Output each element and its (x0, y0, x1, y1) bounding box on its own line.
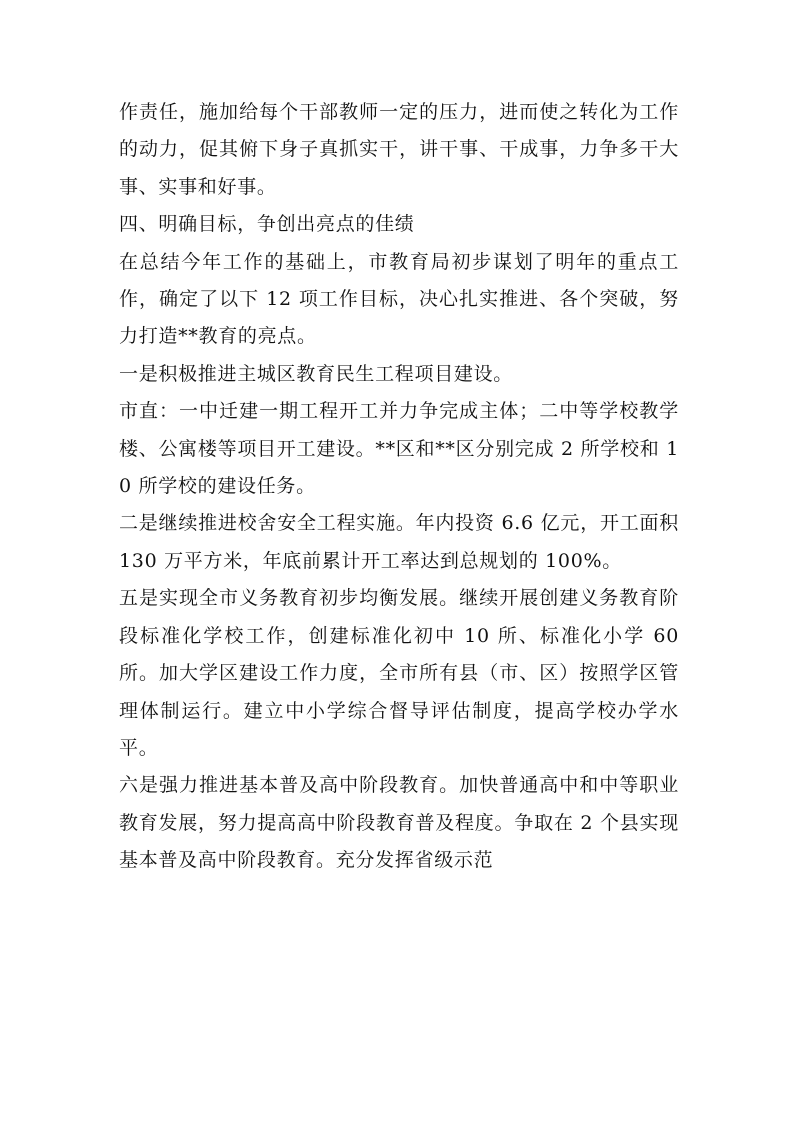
paragraph-goal-five: 五是实现全市义务教育初步均衡发展。继续开展创建义务教育阶段标准化学校工作，创建标准化初中 10 所、标准化小学 60 所。加大学区建设工作力度，全市所有县（市、区）按照学区管理体制运行。建立中小学综合督导评估制度，提高学校办学水平。 (119, 587, 679, 759)
paragraph-goal-six: 六是强力推进基本普及高中阶段教育。加快普通高中和中等职业教育发展，努力提高高中阶段教育普及程度。争取在 2 个县实现基本普及高中阶段教育。充分发挥省级示范 (119, 774, 679, 872)
section-heading-goals: 四、明确目标，争创出亮点的佳绩 (119, 213, 415, 236)
paragraph-goal-one: 一是积极推进主城区教育民生工程项目建设。 (119, 362, 514, 385)
paragraph-work-goals: 在总结今年工作的基础上，市教育局初步谋划了明年的重点工作，确定了以下 12 项工作目标，决心扎实推进、各个突破，努力打造**教育的亮点。 (119, 250, 679, 348)
paragraph-city-projects: 市直：一中迁建一期工程开工并力争完成主体；二中等学校教学楼、公寓楼等项目开工建设。**区和**区分别完成 2 所学校和 10 所学校的建设任务。 (119, 400, 679, 498)
paragraph-responsibility: 作责任，施加给每个干部教师一定的压力，进而使之转化为工作的动力，促其俯下身子真抓实干，讲干事、干成事，力争多干大事、实事和好事。 (119, 101, 679, 198)
document-body (119, 94, 679, 880)
paragraph-goal-two: 二是继续推进校舍安全工程实施。年内投资 6.6 亿元，开工面积 130 万平方米，年底前累计开工率达到总规划的 100%。 (119, 512, 679, 572)
